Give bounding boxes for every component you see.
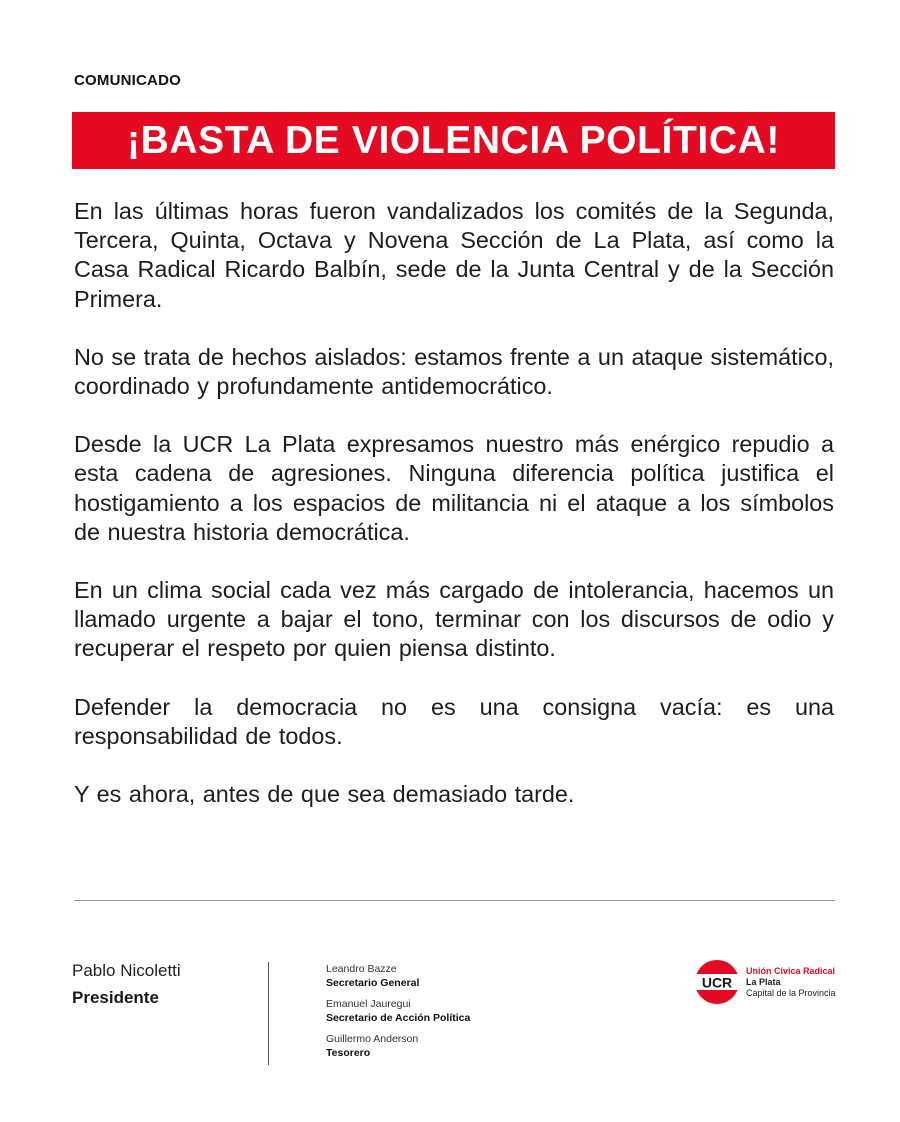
signature-item: [326, 1032, 470, 1060]
ucr-logo-mark-icon: [693, 958, 741, 1006]
president-signature: [72, 960, 181, 1009]
signatory-name: Leandro Bazze: [326, 963, 397, 975]
signatory-role: Secretario de Acción Política: [326, 1012, 471, 1024]
paragraph: Y es ahora, antes de que sea demasiado tarde.: [74, 781, 575, 808]
statement-body: [74, 197, 834, 838]
signatory-role: Presidente: [72, 988, 159, 1007]
signatory-role: Tesorero: [326, 1047, 371, 1059]
paragraph: Desde la UCR La Plata expresamos nuestro más enérgico repudio a esta cadena de agresiones. Ninguna diferencia política justifica el hostigamiento a los espacios de militancia ni el ataque a los símbolos de nuestra historia democrática.: [74, 431, 834, 545]
signatory-name: Pablo Nicoletti: [72, 961, 181, 980]
paragraph: No se trata de hechos aislados: estamos frente a un ataque sistemático, coordinado y profundamente antidemocrático.: [74, 343, 834, 400]
paragraph: Defender la democracia no es una consigna vacía: es una responsabilidad de todos.: [74, 693, 834, 749]
signatory-role: Secretario General: [326, 977, 420, 989]
signature-item: [326, 997, 470, 1025]
signature-divider: [268, 962, 269, 1065]
headline-banner: [72, 112, 835, 169]
ucr-logo: [693, 958, 836, 1006]
logo-line-city: La Plata: [746, 976, 781, 987]
signature-item: [326, 962, 470, 990]
secondary-signatures: [326, 962, 470, 1067]
logo-mark-text: UCR: [701, 974, 733, 991]
paragraph: En las últimas horas fueron vandalizados los comités de la Segunda, Tercera, Quinta, Octava y Novena Sección de La Plata, así como la Casa Radical Ricardo Balbín, sede de la Junta Central y de la Sección Primera.: [74, 198, 834, 312]
paragraph: En un clima social cada vez más cargado de intolerancia, hacemos un llamado urgente a bajar el tono, terminar con los discursos de odio y recuperar el respeto por quien piensa distinto.: [74, 577, 834, 662]
signatory-name: Emanuel Jauregui: [326, 998, 411, 1010]
signatory-name: Guillermo Anderson: [326, 1033, 419, 1045]
logo-line-organization: Unión Cívica Radical: [746, 965, 836, 976]
headline: ¡BASTA DE VIOLENCIA POLÍTICA!: [127, 118, 780, 162]
divider: [74, 900, 835, 901]
document-type-label: COMUNICADO: [74, 72, 181, 89]
logo-line-subtitle: Capital de la Provincia: [746, 987, 836, 998]
logo-text: [746, 966, 836, 999]
ucr-emblem-icon: [693, 958, 741, 1006]
